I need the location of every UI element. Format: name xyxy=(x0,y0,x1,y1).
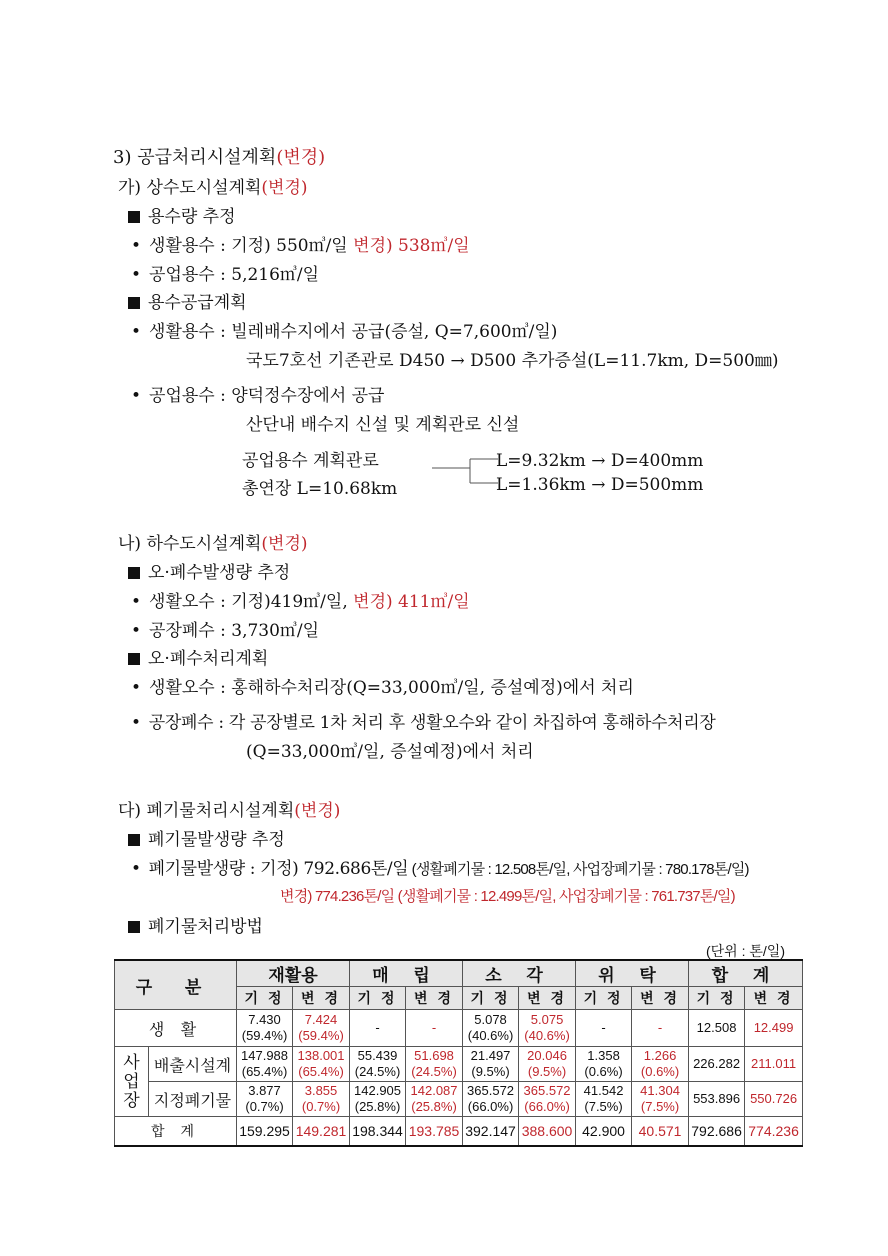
table-cell: 3.855 (0.7%) xyxy=(293,1082,350,1117)
table-cell: 1.266 (0.6%) xyxy=(632,1047,689,1082)
pipe-branch-2: L=1.36km → D=500mm xyxy=(496,475,704,495)
bullet-factory-wastewater: • 공장폐수 : 3,730㎥/일 xyxy=(131,621,320,641)
table-cell: 51.698 (24.5%) xyxy=(406,1047,463,1082)
table-cell: 147.988 (65.4%) xyxy=(237,1047,293,1082)
row-label-designated: 지정폐기물 xyxy=(149,1082,237,1117)
bullet-icon: • xyxy=(131,713,141,733)
table-cell: 12.499 xyxy=(745,1010,803,1047)
table-cell: 5.078 (40.6%) xyxy=(463,1010,519,1047)
table-cell: 7.430 (59.4%) xyxy=(237,1010,293,1047)
waste-generation-changed: 변경) 774.236톤/일 (생활폐기물 : 12.499톤/일, 사업장폐기물 : 761.737톤/일) xyxy=(280,888,735,905)
subheader-old: 기 정 xyxy=(463,987,519,1010)
square-bullet-icon xyxy=(128,297,140,309)
table-cell: 41.304 (7.5%) xyxy=(632,1082,689,1117)
table-row-designated xyxy=(115,1082,803,1117)
table-cell: 226.282 xyxy=(689,1047,745,1082)
heading-waste-estimate: 폐기물발생량 추정 xyxy=(128,829,285,851)
table-cell: 392.147 xyxy=(463,1117,519,1147)
square-bullet-icon xyxy=(128,567,140,579)
subsection-title-waste: 다) 폐기물처리시설계획(변경) xyxy=(118,801,341,821)
bullet-icon: • xyxy=(131,322,142,342)
table-cell: 12.508 xyxy=(689,1010,745,1047)
bullet-icon: • xyxy=(131,592,142,612)
square-bullet-icon xyxy=(128,921,140,933)
bullet-icon: • xyxy=(131,236,142,256)
header-landfill: 매 립 xyxy=(350,960,463,987)
header-recycle: 재활용 xyxy=(237,960,350,987)
bullet-factory-treatment: • 공장폐수 : 각 공장별로 1차 처리 후 생활오수와 같이 차집하여 홍해하수처리장 xyxy=(131,713,716,733)
table-cell: 40.571 xyxy=(632,1117,689,1147)
branch-connector xyxy=(432,452,502,488)
table-cell: 365.572 (66.0%) xyxy=(519,1082,576,1117)
bullet-living-water: • 생활용수 : 기정) 550㎥/일 변경) 538㎥/일 xyxy=(131,236,470,256)
row-label-living: 생 활 xyxy=(115,1010,237,1047)
table-cell: - xyxy=(576,1010,632,1047)
table-cell: 41.542 (7.5%) xyxy=(576,1082,632,1117)
header-total: 합 계 xyxy=(689,960,803,987)
table-cell: 193.785 xyxy=(406,1117,463,1147)
heading-waste-method: 폐기물처리방법 xyxy=(128,916,263,938)
table-row-total xyxy=(115,1117,803,1147)
table-cell: - xyxy=(632,1010,689,1047)
subheader-new: 변 경 xyxy=(632,987,689,1010)
row-group-business: 사 업 장 xyxy=(115,1047,149,1117)
subheader-new: 변 경 xyxy=(406,987,463,1010)
row-label-total: 합 계 xyxy=(115,1117,237,1147)
square-bullet-icon xyxy=(128,834,140,846)
subheader-new: 변 경 xyxy=(293,987,350,1010)
subsection-title-sewer: 나) 하수도시설계획(변경) xyxy=(118,534,308,554)
table-row-living xyxy=(115,1010,803,1047)
bullet-icon: • xyxy=(131,621,142,641)
heading-water-demand: 용수량 추정 xyxy=(128,206,236,228)
table-cell: 21.497 (9.5%) xyxy=(463,1047,519,1082)
bullet-icon: • xyxy=(131,265,142,285)
table-cell: 5.075 (40.6%) xyxy=(519,1010,576,1047)
table-cell: 20.046 (9.5%) xyxy=(519,1047,576,1082)
table-cell: 142.087 (25.8%) xyxy=(406,1082,463,1117)
subheader-new: 변 경 xyxy=(745,987,803,1010)
square-bullet-icon xyxy=(128,653,140,665)
bullet-waste-generation: • 폐기물발생량 : 기정) 792.686톤/일 (생활폐기물 : 12.508톤/일, 사업장폐기물 : 780.178톤/일) xyxy=(131,859,749,879)
table-row-emission xyxy=(115,1047,803,1082)
heading-water-supply: 용수공급계획 xyxy=(128,292,247,314)
bullet-industrial-supply: • 공업용수 : 양덕정수장에서 공급 xyxy=(131,386,385,406)
bullet-icon: • xyxy=(131,386,142,406)
table-cell: 138.001 (65.4%) xyxy=(293,1047,350,1082)
header-category: 구 분 xyxy=(115,960,237,1010)
subheader-new: 변 경 xyxy=(519,987,576,1010)
bullet-living-sewage: • 생활오수 : 기정)419㎥/일, 변경) 411㎥/일 xyxy=(131,592,470,612)
heading-wastewater-estimate: 오·폐수발생량 추정 xyxy=(128,562,290,584)
table-cell: 388.600 xyxy=(519,1117,576,1147)
table-cell: 365.572 (66.0%) xyxy=(463,1082,519,1117)
header-consignment: 위 탁 xyxy=(576,960,689,987)
table-cell: 550.726 xyxy=(745,1082,803,1117)
row-label-emission: 배출시설계 xyxy=(149,1047,237,1082)
subheader-old: 기 정 xyxy=(237,987,293,1010)
table-cell: 198.344 xyxy=(350,1117,406,1147)
table-cell: 149.281 xyxy=(293,1117,350,1147)
table-cell: 553.896 xyxy=(689,1082,745,1117)
heading-wastewater-plan: 오·폐수처리계획 xyxy=(128,648,268,670)
subheader-old: 기 정 xyxy=(350,987,406,1010)
subheader-old: 기 정 xyxy=(689,987,745,1010)
table-cell: 7.424 (59.4%) xyxy=(293,1010,350,1047)
pipe-branch-1: L=9.32km → D=400mm xyxy=(496,451,704,471)
square-bullet-icon xyxy=(128,211,140,223)
bullet-industrial-water: • 공업용수 : 5,216㎥/일 xyxy=(131,265,320,285)
table-cell: 142.905 (25.8%) xyxy=(350,1082,406,1117)
section-title: 3) 공급처리시설계획(변경) xyxy=(113,147,326,168)
subsection-title-water: 가) 상수도시설계획(변경) xyxy=(118,178,308,198)
pipe-label-1: 공업용수 계획관로 xyxy=(242,451,379,471)
table-cell: 774.236 xyxy=(745,1117,803,1147)
bullet-icon: • xyxy=(131,678,142,698)
pipe-label-2: 총연장 L=10.68km xyxy=(242,479,398,499)
unit-label: (단위 : 톤/일) xyxy=(706,943,785,959)
industrial-supply-continued: 산단내 배수지 신설 및 계획관로 신설 xyxy=(246,415,520,435)
waste-treatment-table xyxy=(114,959,803,1147)
bullet-icon: • xyxy=(131,859,141,879)
table-cell: 211.011 xyxy=(745,1047,803,1082)
subheader-old: 기 정 xyxy=(576,987,632,1010)
bullet-living-treatment: • 생활오수 : 홍해하수처리장(Q=33,000㎥/일, 증설예정)에서 처리 xyxy=(131,678,634,698)
table-cell: - xyxy=(350,1010,406,1047)
table-cell: 42.900 xyxy=(576,1117,632,1147)
header-incineration: 소 각 xyxy=(463,960,576,987)
table-cell: 792.686 xyxy=(689,1117,745,1147)
living-supply-continued: 국도7호선 기존관로 D450 → D500 추가증설(L=11.7km, D=500㎜) xyxy=(246,351,779,371)
table-cell: 3.877 (0.7%) xyxy=(237,1082,293,1117)
table-cell: - xyxy=(406,1010,463,1047)
table-cell: 159.295 xyxy=(237,1117,293,1147)
table-cell: 1.358 (0.6%) xyxy=(576,1047,632,1082)
bullet-living-supply: • 생활용수 : 빌레배수지에서 공급(증설, Q=7,600㎥/일) xyxy=(131,322,558,342)
table-cell: 55.439 (24.5%) xyxy=(350,1047,406,1082)
factory-treatment-continued: (Q=33,000㎥/일, 증설예정)에서 처리 xyxy=(246,742,534,762)
